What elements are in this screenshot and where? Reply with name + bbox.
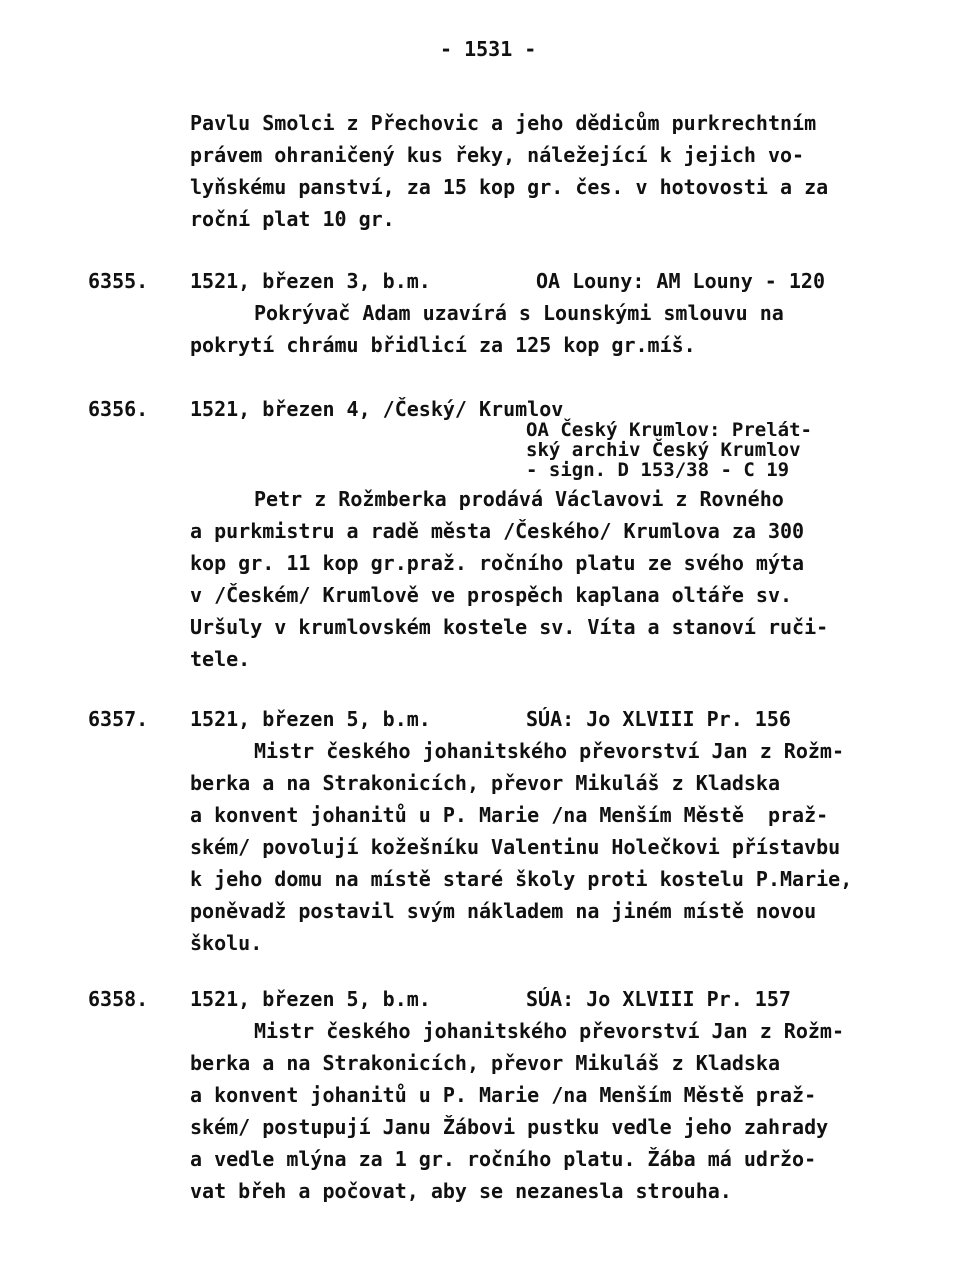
page-number: - 1531 - [440,37,537,61]
entry-archive: ský archiv Český Krumlov [526,439,801,461]
entry-archive: - sign. D 153/38 - C 19 [526,459,790,481]
entry-text-line: Mistr českého johanitského převorství Jan z Rožm- [254,739,845,763]
entry-text-line: berka a na Strakonicích, převor Mikuláš z Kladska [190,771,781,795]
entry-number: 6355. [88,269,149,293]
entry-text-line: ském/ povolují kožešníku Valentinu Holečkovi přístavbu [190,835,841,859]
entry-archive: OA Český Krumlov: Prelát- [526,419,812,441]
entry-number: 6358. [88,987,149,1011]
entry-text-line: Uršuly v krumlovském kostele sv. Víta a stanoví ruči- [190,615,829,639]
entry-date: 1521, březen 3, b.m. [190,269,431,293]
entry-text-line: a konvent johanitů u P. Marie /na Menším Městě praž- [190,803,829,827]
entry-text-line: pokrytí chrámu břidlicí za 125 kop gr.míš. [190,333,696,357]
entry-text-line: tele. [190,647,251,671]
entry-text-line: poněvadž postavil svým nákladem na jiném místě novou [190,899,817,923]
entry-date: 1521, březen 5, b.m. [190,987,431,1011]
entry-date: 1521, březen 5, b.m. [190,707,431,731]
intro-line: právem ohraničený kus řeky, náležející k jejich vo- [190,143,805,167]
entry-text-line: k jeho domu na místě staré školy proti kostelu P.Marie, [190,867,853,891]
entry-text-line: v /Českém/ Krumlově ve prospěch kaplana oltáře sv. [190,583,793,607]
entry-text-line: ském/ postupují Janu Žábovi pustku vedle jeho zahrady [190,1115,829,1139]
entry-archive: OA Louny: AM Louny - 120 [536,269,825,293]
entry-text-line: kop gr. 11 kop gr.praž. ročního platu ze svého mýta [190,551,805,575]
entry-text-line: a purkmistru a radě města /Českého/ Krumlova za 300 [190,519,805,543]
intro-line: Pavlu Smolci z Přechovic a jeho dědicům purkrechtním [190,111,817,135]
entry-text-line: školu. [190,931,263,955]
intro-line: roční plat 10 gr. [190,207,395,231]
entry-text-line: Mistr českého johanitského převorství Jan z Rožm- [254,1019,845,1043]
entry-text-line: a vedle mlýna za 1 gr. ročního platu. Žába má udržo- [190,1147,817,1171]
intro-line: lyňskému panství, za 15 kop gr. čes. v hotovosti a za [190,175,829,199]
entry-text-line: vat břeh a počovat, aby se nezanesla strouha. [190,1179,732,1203]
entry-number: 6356. [88,397,149,421]
entry-date: 1521, březen 4, /Český/ Krumlov [190,397,564,421]
entry-text-line: berka a na Strakonicích, převor Mikuláš z Kladska [190,1051,781,1075]
entry-text-line: a konvent johanitů u P. Marie /na Menším Městě praž- [190,1083,817,1107]
entry-archive: SÚA: Jo XLVIII Pr. 157 [526,987,791,1011]
entry-archive: SÚA: Jo XLVIII Pr. 156 [526,707,791,731]
entry-text-line: Pokrývač Adam uzavírá s Lounskými smlouvu na [254,301,784,325]
entry-text-line: Petr z Rožmberka prodává Václavovi z Rovného [254,487,784,511]
entry-number: 6357. [88,707,149,731]
